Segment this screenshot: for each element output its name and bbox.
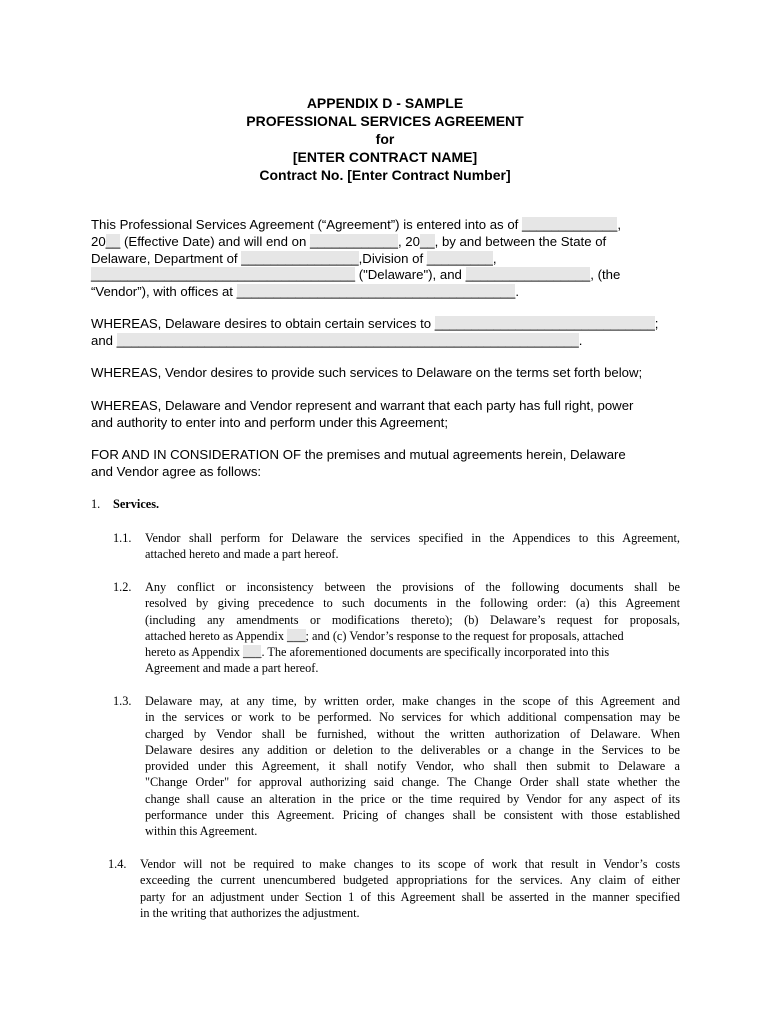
agreement-title: PROFESSIONAL SERVICES AGREEMENT [246, 113, 524, 129]
department-field[interactable]: ________________ [241, 250, 359, 266]
end-date-field[interactable]: ____________ [309, 233, 398, 249]
intro-text: (Effective Date) and will end on [120, 233, 310, 249]
intro-text: , [617, 217, 622, 232]
whereas-vendor-paragraph [91, 365, 691, 382]
whereas-text: WHEREAS, Vendor desires to provide such services to Delaware on the terms set forth below; [91, 365, 643, 380]
appendix-title: APPENDIX D - SAMPLE [306, 95, 464, 111]
clause-text: Vendor will not be required to make changes to its scope of work that result in Vendor’s costs [140, 857, 680, 871]
intro-text: ("Delaware"), and [355, 267, 466, 283]
whereas-text: WHEREAS, Delaware desires to obtain certain services to [91, 316, 435, 331]
consideration-text: FOR AND IN CONSIDERATION OF the premises and mutual agreements herein, Delaware [91, 447, 626, 462]
section-title: Services. [113, 497, 160, 511]
clause-1-1 [145, 530, 680, 563]
clause-text: Agreement and made a part hereof. [145, 661, 319, 676]
intro-text: . [515, 284, 519, 300]
intro-text: 20 [91, 233, 106, 249]
services-purpose-field[interactable]: ______________________________ [434, 316, 655, 331]
services-detail-field[interactable]: _______________________________________________________________ [116, 332, 579, 348]
whereas-text: WHEREAS, Delaware and Vendor represent and warrant that each party has full right, power [91, 398, 634, 413]
effective-date-field[interactable]: _____________ [521, 217, 618, 232]
clause-text: performance under this Agreement. Pricing of changes shall be consistent with those established [145, 808, 680, 823]
intro-text: , 20 [397, 233, 420, 249]
clause-text: attached hereto and made a part hereof. [145, 547, 339, 562]
vendor-address-field[interactable]: ______________________________________ [236, 284, 516, 300]
agency-field[interactable]: ____________________________________ [91, 267, 356, 283]
clause-text: ; and (c) Vendor’s response to the request for proposals, attached [305, 628, 624, 643]
whereas-text: . [578, 332, 583, 348]
clause-text: attached hereto as Appendix [145, 628, 288, 643]
whereas-warranty-paragraph [91, 398, 691, 432]
section-number: 1. [91, 497, 101, 511]
intro-text: , (the [590, 267, 621, 283]
clause-text: in the services or work to be performed. No services for which additional compensation may be [145, 710, 680, 725]
clause-text: in the writing that authorizes the adjustment. [140, 905, 360, 920]
intro-text: Delaware, Department of [91, 250, 242, 266]
clause-text: (including any amendments or modifications thereto); (b) Delaware’s request for proposals, [145, 612, 680, 627]
clause-number: 1.2. [113, 580, 132, 594]
division-field[interactable]: _________ [426, 250, 493, 266]
clause-text: Delaware may, at any time, by written order, make changes in the scope of this Agreement and [145, 694, 680, 708]
clause-text: Delaware desires any addition or deletion to the deliverables or a change in the Services to be [145, 742, 680, 757]
whereas-text: and authority to enter into and perform under this Agreement; [91, 414, 449, 430]
clause-text: resolved by giving precedence to such documents in the following order: (a) this Agreement [145, 596, 680, 611]
clause-1-4 [140, 856, 680, 921]
clause-1-2 [145, 579, 680, 677]
intro-text: “Vendor”), with offices at [91, 284, 237, 300]
clause-text: provided under this Agreement, it shall notify Vendor, who shall then submit to Delaware a [145, 759, 680, 774]
vendor-response-appendix-field[interactable]: ___ [243, 645, 262, 660]
clause-text: Any conflict or inconsistency between the provisions of the following documents shall be [145, 580, 680, 594]
clause-1-3 [145, 693, 680, 840]
clause-number: 1.1. [113, 531, 132, 545]
intro-text: This Professional Services Agreement (“Agreement”) is entered into as of [91, 217, 522, 232]
clause-text: party for an adjustment under Section 1 of this Agreement shall be asserted in the manner specified [140, 889, 680, 904]
intro-paragraph [91, 217, 691, 301]
clause-text: charged by Vendor shall be furnished, without the written authorization of Delaware. When [145, 726, 680, 741]
clause-text: . The aforementioned documents are specifically incorporated into this [261, 645, 610, 660]
whereas-text: and [91, 332, 117, 348]
for-line: for [375, 131, 395, 147]
contract-number-line: Contract No. [Enter Contract Number] [259, 167, 511, 183]
clause-text: change shall cause an alteration in the price or the time required by Vendor for any aspect of its [145, 791, 680, 806]
clause-text: within this Agreement. [145, 824, 258, 839]
document-header [0, 94, 770, 184]
whereas-delaware-paragraph [91, 316, 691, 350]
rfp-appendix-field[interactable]: ___ [287, 628, 306, 643]
clause-number: 1.4. [108, 857, 127, 871]
clause-text: hereto as Appendix [145, 645, 244, 660]
consideration-text: and Vendor agree as follows: [91, 463, 262, 479]
intro-text: , [492, 250, 497, 266]
clause-text: Vendor shall perform for Delaware the services specified in the Appendices to this Agreement, [145, 531, 680, 545]
consideration-paragraph [91, 447, 691, 481]
intro-text: , by and between the State of [434, 233, 607, 249]
vendor-name-field[interactable]: _________________ [465, 267, 591, 283]
whereas-text: ; [654, 316, 659, 331]
effective-year-field[interactable]: __ [105, 233, 121, 249]
clause-number: 1.3. [113, 694, 132, 708]
end-year-field[interactable]: __ [419, 233, 435, 249]
clause-text: "Change Order" for approval authorizing said change. The Change Order shall state whether the [145, 775, 680, 790]
contract-name-placeholder: [ENTER CONTRACT NAME] [292, 149, 478, 165]
clause-text: exceeding the current unencumbered budgeted appropriations for the services. Any claim of either [140, 873, 680, 888]
intro-text: ,Division of [358, 250, 427, 266]
